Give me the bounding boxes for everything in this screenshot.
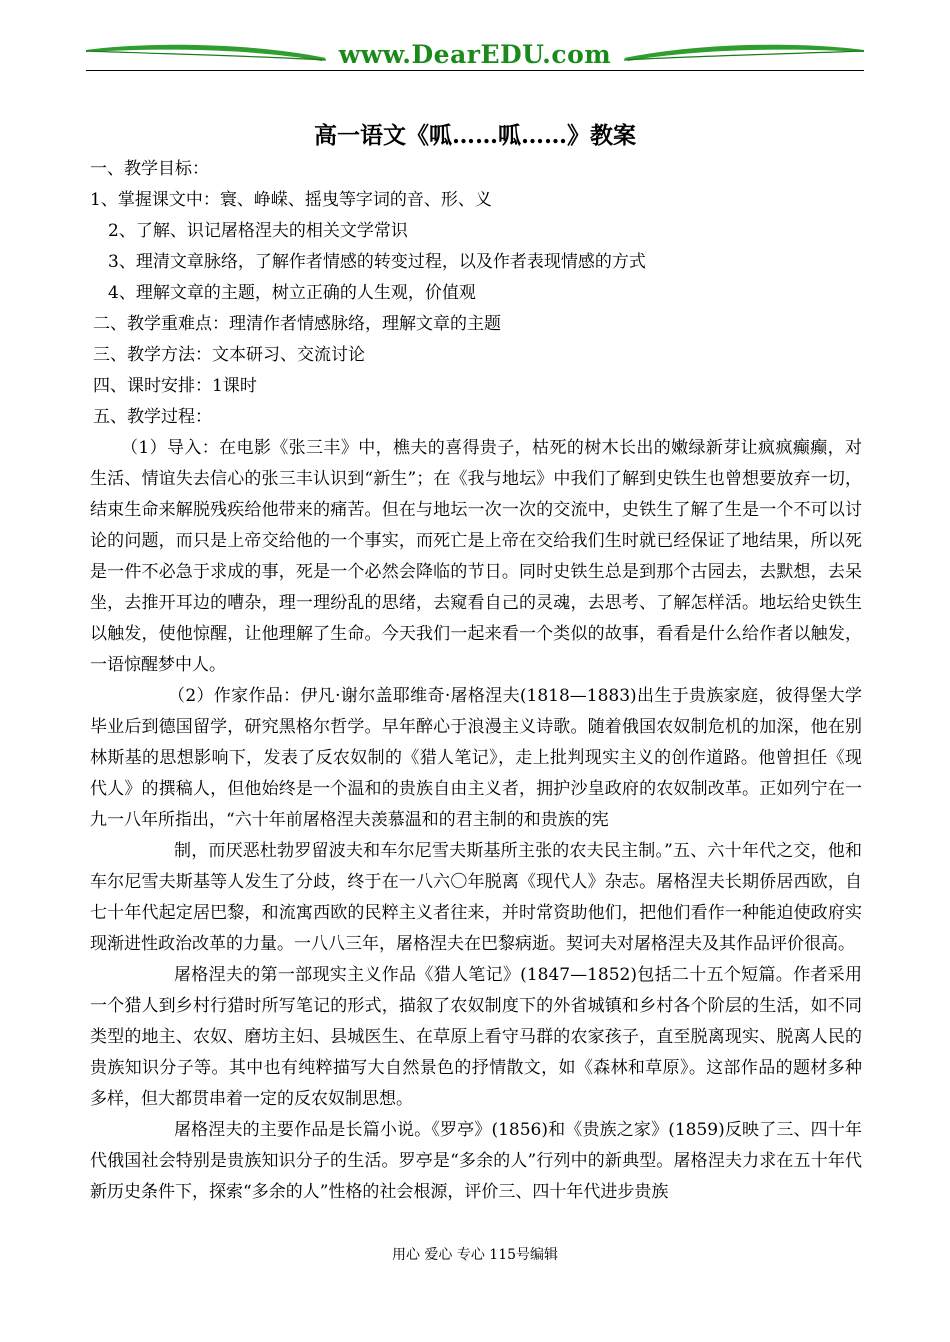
objective-item: 4、理解文章的主题，树立正确的人生观，价值观 bbox=[108, 283, 476, 303]
header-divider bbox=[86, 70, 864, 71]
objective-item: 3、理清文章脉络，了解作者情感的转变过程，以及作者表现情感的方式 bbox=[108, 252, 646, 272]
site-logo: www.DearEDU.com bbox=[338, 40, 612, 69]
page-title: 高一语文《呱……呱……》教案 bbox=[314, 122, 636, 149]
section-heading: 一、教学目标： bbox=[90, 159, 209, 179]
paragraph-author: （2）作家作品：伊凡·谢尔盖耶维奇·屠格涅夫(1818—1883)出生于贵族家庭，彼得堡大学毕业后到德国留学，研究黑格尔哲学。早年醉心于浪漫主义诗歌。随着俄国农奴制危机的加深，他在别林斯基的思想影响下，发表了反农奴制的《猎人笔记》，走上批判现实主义的创作道路。他曾担任《现代人》的撰稿人，但他始终是一个温和的贵族自由主义者，拥护沙皇政府的农奴制改革。正如列宁在一九一八年所指出，“六十年前屠格涅夫羡慕温和的君主制的和贵族的宪 bbox=[90, 686, 862, 830]
document-body bbox=[90, 154, 862, 1208]
section-heading: 二、教学重难点：理清作者情感脉络，理解文章的主题 bbox=[93, 314, 501, 334]
paragraph-introduction: （1）导入：在电影《张三丰》中，樵夫的喜得贵子，枯死的树木长出的嫩绿新芽让疯疯癫癫，对生活、情谊失去信心的张三丰认识到“新生”；在《我与地坛》中我们了解到史铁生也曾想要放弃一切，结束生命来解脱残疾给他带来的痛苦。但在与地坛一次一次的交流中，史铁生了解了生是一个不可以讨论的问题，而只是上帝交给他的一个事实，而死亡是上帝在交给我们生时就已经保证了地结果，所以死是一件不必急于求成的事，死是一个必然会降临的节日。同时史铁生总是到那个古园去，去默想，去呆坐，去推开耳边的嘈杂，理一理纷乱的思绪，去窥看自己的灵魂，去思考、了解怎样活。地坛给史铁生以触发，使他惊醒，让他理解了生命。今天我们一起来看一个类似的故事，看看是什么给作者以触发，一语惊醒梦中人。 bbox=[90, 438, 862, 675]
site-banner bbox=[86, 38, 864, 72]
section-heading: 五、教学过程： bbox=[93, 407, 212, 427]
paragraph-novels: 屠格涅夫的主要作品是长篇小说。《罗亭》(1856)和《贵族之家》(1859)反映了三、四十年代俄国社会特别是贵族知识分子的生活。罗亭是“多余的人”行列中的新典型。屠格涅夫力求在五十年代新历史条件下，探索“多余的人”性格的社会根源，评价三、四十年代进步贵族 bbox=[90, 1120, 862, 1202]
page-footer: 用心 爱心 专心 115号编辑 bbox=[391, 1247, 559, 1263]
objective-item: 1、掌握课文中：寰、峥嵘、摇曳等字词的音、形、义 bbox=[90, 190, 492, 210]
section-heading: 三、教学方法：文本研习、交流讨论 bbox=[93, 345, 365, 365]
section-heading: 四、课时安排：1课时 bbox=[93, 376, 257, 396]
paragraph-hunter-notes: 屠格涅夫的第一部现实主义作品《猎人笔记》(1847—1852)包括二十五个短篇。作者采用一个猎人到乡村行猎时所写笔记的形式，描叙了农奴制度下的外省城镇和乡村各个阶层的生活，如不同类型的地主、农奴、磨坊主妇、县城医生、在草原上看守马群的农家孩子，直至脱离现实、脱离人民的贵族知识分子等。其中也有纯粹描写大自然景色的抒情散文，如《森林和草原》。这部作品的题材多种多样，但大都贯串着一定的反农奴制思想。 bbox=[90, 965, 862, 1109]
objective-item: 2、了解、识记屠格涅夫的相关文学常识 bbox=[108, 221, 408, 241]
paragraph-author-continued: 制，而厌恶杜勃罗留波夫和车尔尼雪夫斯基所主张的农夫民主制。”五、六十年代之交，他和车尔尼雪夫斯基等人发生了分歧，终于在一八六〇年脱离《现代人》杂志。屠格涅夫长期侨居西欧，自七十年代起定居巴黎，和流寓西欧的民粹主义者往来，并时常资助他们，把他们看作一种能迫使政府实现渐进性政治改革的力量。一八八三年，屠格涅夫在巴黎病逝。契诃夫对屠格涅夫及其作品评价很高。 bbox=[90, 841, 862, 954]
